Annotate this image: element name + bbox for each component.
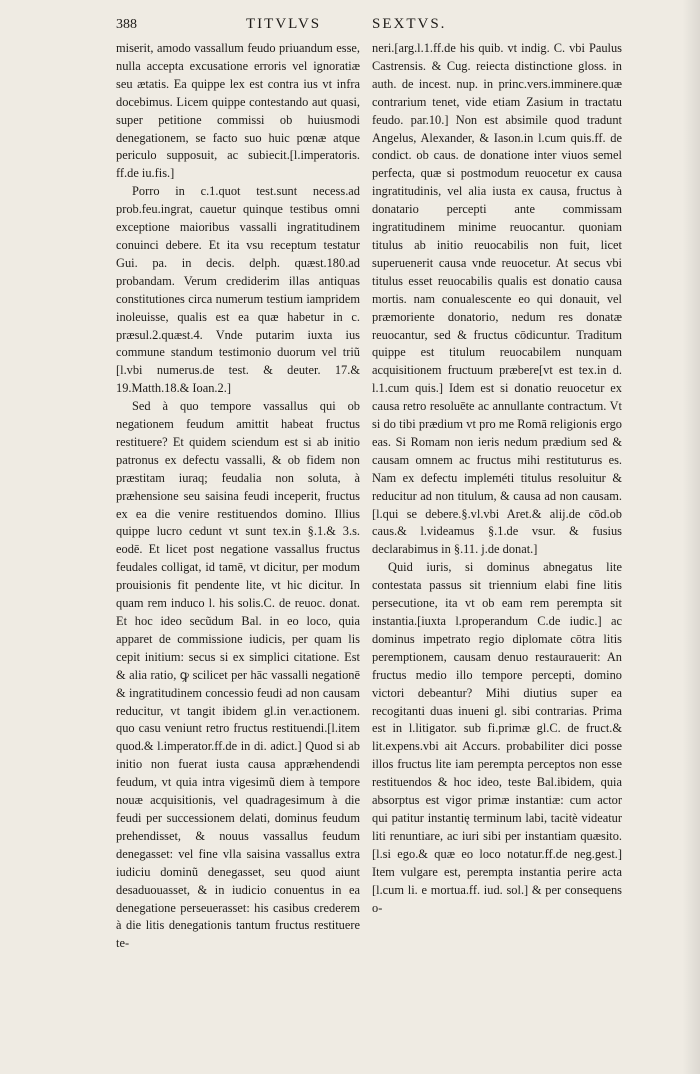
running-title-right: SEXTVS. — [372, 16, 447, 32]
paragraph: miserit, amodo vassallum feudo priuandum esse, nulla accepta excusatione erroris vel ignoratiæ seu ætatis. Ea quippe lex est contra ius vt infra docebimus. Licem quippe contestando aut quasi, super petitione commissi ob huiusmodi denegationem, se facto suo huic pœnæ atque periculo supposuit, ac subiecit.[l.imperatoris. ff.de iu.fis.] — [116, 41, 360, 181]
running-title-left: TITVLVS — [246, 16, 322, 32]
paragraph: Sed à quo tempore vassallus qui ob negationem feudum amittit habeat fructus restituere? Et quidem sciendum est si ab initio patronus ex defectu vassalli, & ob fidem non præstitam iuraq; feudalia non soluta, à præhensione seu saisina feudi inceperit, fructus ex ea die venire restituendos domino. Illius quippe lucro cedunt vt sunt tex.in §.1.& 3.s. eodē. Et licet post negatione vassallus fructus feudales colligat, id tamē, vt dicitur, per modum prouisionis fit pendente lite, vt hic dicitur. In quam rem induco l. his solis.C. de reuoc. donat. Et hoc ideo secũdum Bal. in eo loco, quia apparet de commissione iudicis, per quam lis cepit initium: secus si ex simplici citatione. Est & alia ratio, ꝙ scilicet per hāc vassalli negationē & ingratitudinem concessio feudi ad non causam reducitur, vt tangit ibidem gl.in ver.actionem. quo casu veniunt retro fructus restituendi.[l.item quod.& l.imperator.ff.de in di. adict.] Quod si ab initio non fuerat iusta causa apprӕhendendi feudum, vt quia intra vigesimũ diem à tempore nouæ acquisitionis, vel quadragesimum à die feudi per successionem delati, dominus feudum prehendisset, & nouus vassallus feudum denegasset: vel fine vlla saisina vassallus extra iudiciu dominũ denegasset, seu quod aiunt desaduouasset, & in iudicio conuentus in ea denegatione perseuerasset: his casibus crederem à die litis denegationis tantum fructus restituere te- — [116, 399, 360, 951]
running-header — [0, 14, 700, 38]
right-text-column — [372, 40, 622, 917]
left-text-column — [116, 40, 360, 953]
paragraph: neri.[arg.l.1.ff.de his quib. vt indig. C. vbi Paulus Castrensis. & Cug. reiecta distinctione gloss. in auth. de incest. nup. in princ.vers.imminere.quæ contrarium tenet, vide etiam Zasium in tractatu feudo. par.10.] Non est absimile quod tradunt Angelus, Alexander, & Iason.in l.cum quis.ff. de condict. ob caus. de donatione inter viuos semel perfecta, quæ si postmodum reuocetur ex causa ingratitudinis, vel alia iusta ex causa, fructus à donatario percepti ante commissam ingratitudinem minime reuocantur. quoniam titulus ab initio reuocabilis non fuit, licet superuenerit causa vnde reuocetur. At secus vbi titulus esset reuocabilis qualis est donatio causa mortis. nam conualescente eo qui donauit, vel præmoriente donatorio, nedum res donatæ reuocantur, sed & fructus cōdicuntur. Traditum quippe est titulum reuocabilem nunquam acquisitionem fructuum præbere[vt est tex.in d. l.1.cum quis.] Idem est si donatio reuocetur ex causa retro resoluēte ac annullante contractum. Vt si do tibi prædium vt pro me Romā religionis ergo eas. Si Romam non ieris nedum prædium sed & causam omnem ac fructus mihi restituturus es. Nam ex defectu impleméti titulus resoluitur & reducitur ad non titulum, & causa ad non causam.[l.qui se debere.§.vl.vbi Aret.& alij.de cōd.ob caus.& l.videamus §.1.de vsur. & fusius declarabimus in §.11. j.de donat.] — [372, 41, 622, 557]
paragraph: Quid iuris, si dominus abnegatus lite contestata passus sit triennium elabi fine litis persecutione, ita vt ob eam rem perempta sit instantia.[iuxta l.properandum C.de iudic.] ac dominus impetrato regio diplomate cōtra litis peremptionem, causam denuo restaurauerit: An fructus medio illo tempore percepti, domino victori debeantur? Mihi diutius super ea recogitanti duas inueni gl. sibi contrarias. Prima est in l.litigator. sub fi.primæ gl.C. de fruct.& lit.expens.vbi ait Accurs. probabiliter dici posse illos fructus lite iam perempta perceptos non esse restituendos & hoc ideo, teste Bal.ibidem, quia absorptus est vigor primæ instantiæ: cum actor qui patitur instantię terminum labi, tacitè videatur liti renuntiare, ac iuri sibi per instantiam quæsito.[l.si ego.& quæ eo loco notatur.ff.de neg.gest.] Item vulgare est, perempta instantia perire acta [l.cum li. e mortua.ff. iud. sol.] & per consequens o- — [372, 560, 622, 915]
page-edge-shadow — [682, 0, 700, 1074]
paragraph: Porro in c.1.quot test.sunt necess.ad prob.feu.ingrat, cauetur quinque testibus omni exceptione maioribus vassalli ingratitudinem conuinci debere. Et ita vsu receptum testatur Gui. pa. in decis. delph. quæst.180.ad probandam. Verum crediderim illas antiquas constitutiones circa numerum testium iampridem inoleuisse, qualis est ea quæ habetur in c. præsul.2.quæst.4. Vnde putarim iuxta ius commune standum testimonio duorum vel triũ [l.vbi numerus.de test. & deuter. 17.& 19.Matth.18.& Ioan.2.] — [116, 184, 360, 396]
page-number: 388 — [116, 17, 137, 32]
